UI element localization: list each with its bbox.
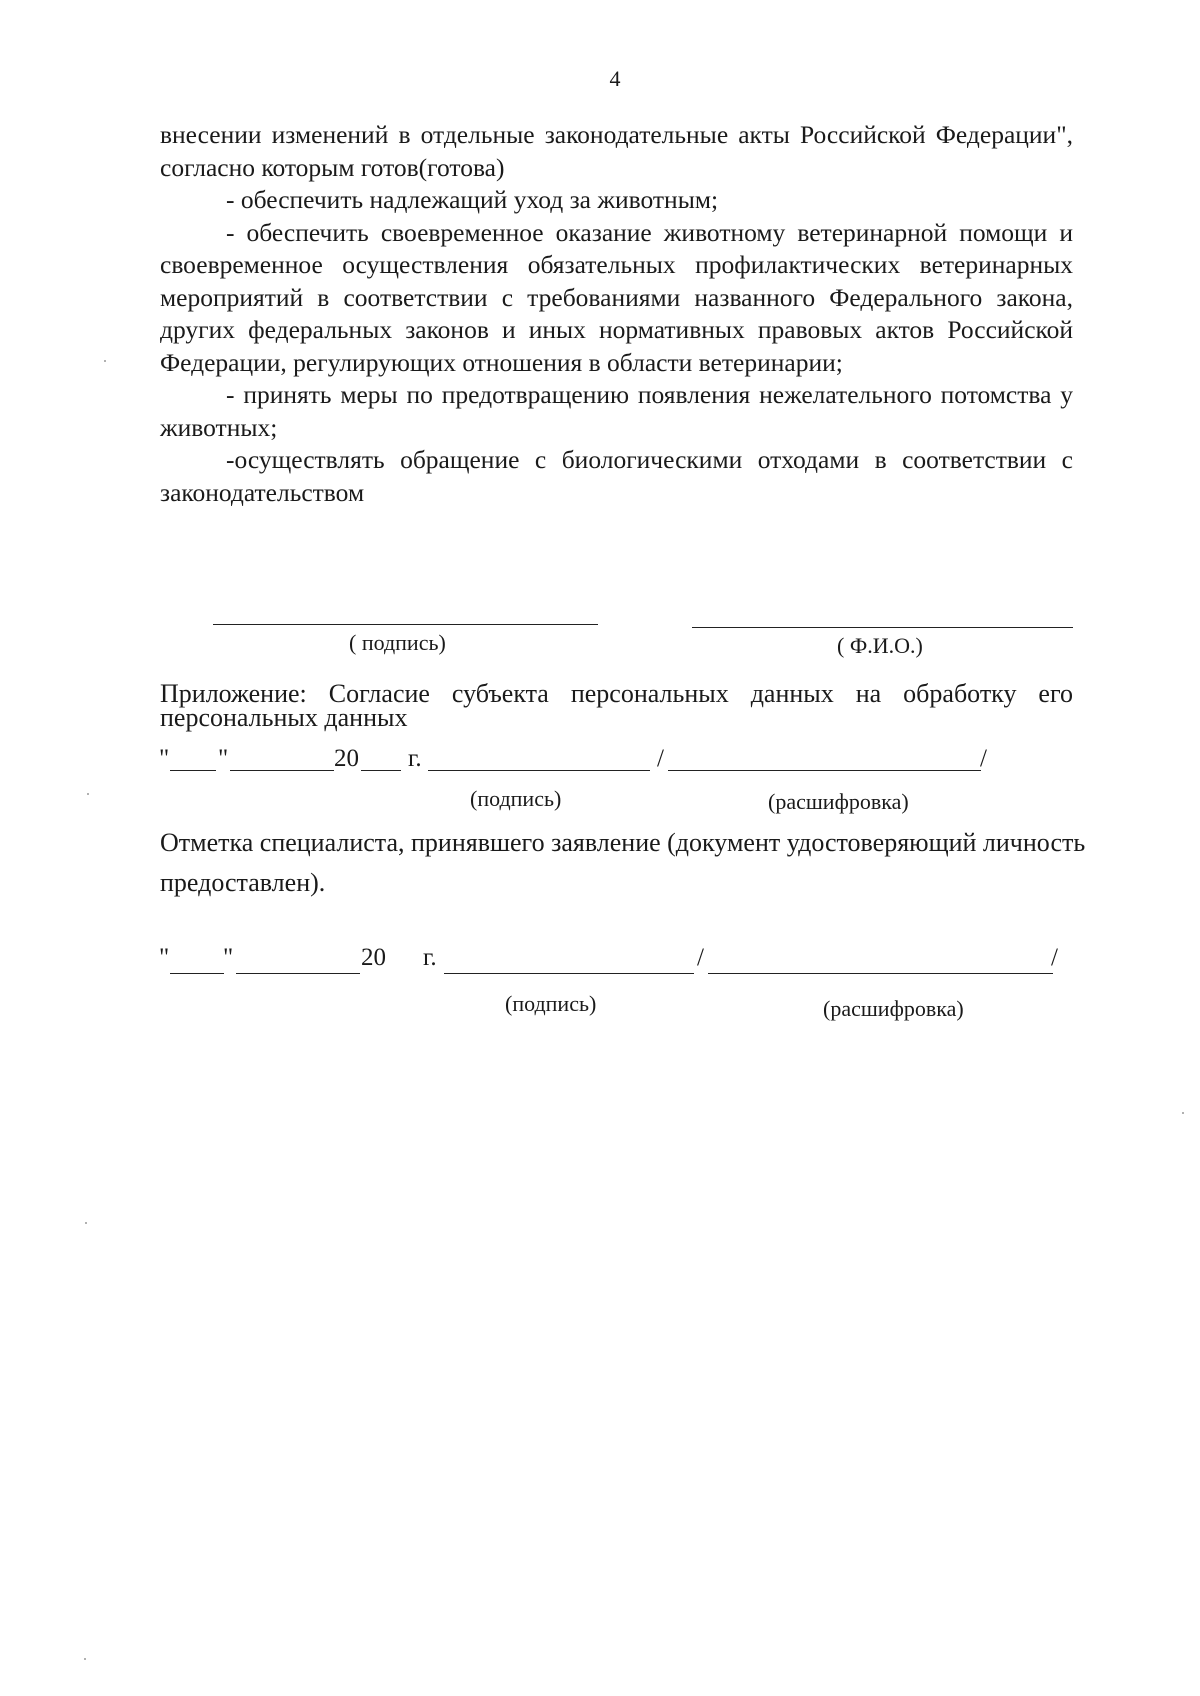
scan-speck — [85, 1222, 87, 1224]
year-prefix: 20 — [361, 944, 386, 971]
month-field[interactable] — [236, 973, 360, 974]
signature-caption: ( подпись) — [349, 630, 446, 655]
slash: / — [657, 745, 664, 772]
quote-close: " — [223, 944, 234, 971]
scan-speck — [104, 360, 106, 362]
appendix-note: Приложение: Согласие субъекта персональных данных на обработку его персональных данных — [160, 679, 1073, 732]
signature-line[interactable] — [213, 624, 598, 625]
signature-field[interactable] — [428, 770, 650, 771]
paragraph-intro: внесении изменений в отдельные законодательные акты Российской Федерации", согласно которым готов(готова) — [160, 120, 1073, 182]
slash-end: / — [980, 745, 987, 772]
paragraph-item-offspring: - принять меры по предотвращению появления нежелательного потомства у животных; — [160, 380, 1073, 442]
day-field[interactable] — [170, 973, 224, 974]
full-name-caption: ( Ф.И.О.) — [837, 633, 923, 658]
scan-speck — [1182, 1112, 1184, 1114]
decode-field[interactable] — [708, 973, 1053, 974]
decode-caption: (расшифровка) — [768, 789, 909, 814]
page-number: 4 — [609, 66, 621, 91]
specialist-mark: Отметка специалиста, принявшего заявление (документ удостоверяющий личность предоставлен). — [160, 828, 1086, 897]
year-field[interactable] — [361, 770, 401, 771]
quote-open: " — [159, 745, 170, 772]
slash: / — [697, 944, 704, 971]
full-name-line[interactable] — [692, 627, 1073, 628]
year-prefix: 20 — [334, 745, 359, 772]
year-suffix: г. — [408, 745, 422, 772]
month-field[interactable] — [230, 770, 334, 771]
signature-caption: (подпись) — [505, 991, 597, 1016]
decode-field[interactable] — [668, 770, 981, 771]
signature-field[interactable] — [444, 973, 694, 974]
paragraph-item-care: - обеспечить надлежащий уход за животным; — [226, 185, 719, 214]
quote-close: " — [218, 745, 229, 772]
year-suffix: г. — [423, 944, 437, 971]
quote-open: " — [159, 944, 170, 971]
scan-speck — [84, 1658, 86, 1660]
signature-caption: (подпись) — [470, 786, 562, 811]
decode-caption: (расшифровка) — [823, 996, 964, 1021]
paragraph-item-veterinary: - обеспечить своевременное оказание животному ветеринарной помощи и своевременное осуществления обязательных профилактических ветеринарных мероприятий в соответствии с требованиями названного Федерального закона, других федеральных законов и иных нормативных правовых актов Российской Федерации, регулирующих отношения в области ветеринарии; — [160, 217, 1073, 377]
body-text — [160, 119, 1073, 509]
scan-speck — [87, 793, 89, 795]
paragraph-item-waste: -осуществлять обращение с биологическими отходами в соответствии с законодательством — [160, 445, 1073, 507]
slash-end: / — [1051, 944, 1058, 971]
day-field[interactable] — [170, 770, 216, 771]
